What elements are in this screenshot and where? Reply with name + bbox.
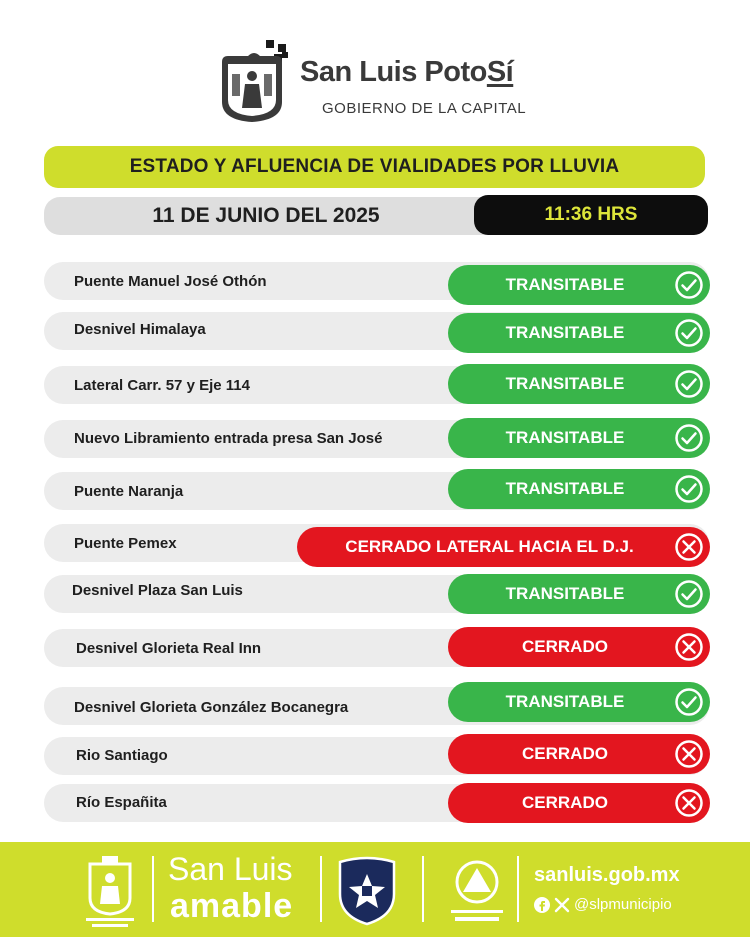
road-status-text: TRANSITABLE [505, 428, 625, 447]
civil-protection-icon [441, 856, 513, 928]
road-status-text: TRANSITABLE [505, 692, 625, 711]
check-circle-icon [674, 687, 704, 717]
social-handle-text: @slpmunicipio [574, 896, 672, 913]
road-name: Río Españita [76, 794, 167, 811]
facebook-icon [534, 897, 550, 913]
road-status-badge [448, 364, 710, 404]
road-name: Puente Naranja [74, 483, 184, 500]
footer-divider [152, 856, 154, 922]
road-status-text: CERRADO LATERAL HACIA EL D.J. [345, 537, 634, 556]
road-status-badge [448, 682, 710, 722]
footer-divider [517, 856, 519, 922]
road-status-text: TRANSITABLE [505, 374, 625, 393]
page-title: ESTADO Y AFLUENCIA DE VIALIDADES POR LLUVIA [129, 156, 620, 177]
road-status-badge [448, 734, 710, 774]
x-icon [554, 897, 570, 913]
road-name: Nuevo Libramiento entrada presa San José [74, 430, 383, 447]
footer [0, 842, 750, 937]
check-circle-icon [674, 318, 704, 348]
x-circle-icon [674, 532, 704, 562]
road-status-text: TRANSITABLE [505, 323, 625, 342]
brand-name: San Luis PotoSí [300, 56, 514, 88]
brand-subtitle: GOBIERNO DE LA CAPITAL [322, 100, 527, 117]
road-name: Desnivel Glorieta Real Inn [76, 640, 262, 657]
road-status-text: CERRADO [522, 637, 608, 656]
footer-divider [320, 856, 322, 922]
road-name: Desnivel Plaza San Luis [72, 582, 243, 599]
check-circle-icon [674, 423, 704, 453]
road-status-badge [448, 265, 710, 305]
date-banner [44, 197, 488, 235]
report-date: 11 DE JUNIO DEL 2025 [152, 204, 380, 227]
title-banner [44, 146, 705, 188]
time-banner [474, 195, 708, 235]
road-status-badge [448, 574, 710, 614]
road-status-text: TRANSITABLE [505, 275, 625, 294]
road-name: Rio Santiago [76, 747, 168, 764]
ayuntamiento-crest-icon [82, 854, 138, 930]
x-circle-icon [674, 788, 704, 818]
road-status-text: CERRADO [522, 744, 608, 763]
footer-divider [422, 856, 424, 922]
social-handle[interactable] [534, 896, 672, 913]
road-name: Desnivel Glorieta González Bocanegra [74, 699, 349, 716]
footer-brand-line1: San Luis [168, 851, 293, 887]
road-name: Puente Pemex [74, 535, 177, 552]
check-circle-icon [674, 579, 704, 609]
header [0, 0, 750, 140]
road-status-badge [448, 313, 710, 353]
road-status-text: TRANSITABLE [505, 584, 625, 603]
x-circle-icon [674, 739, 704, 769]
check-circle-icon [674, 270, 704, 300]
road-name: Desnivel Himalaya [74, 321, 206, 338]
road-status-text: CERRADO [522, 793, 608, 812]
road-name: Puente Manuel José Othón [74, 273, 267, 290]
website-link[interactable]: sanluis.gob.mx [534, 864, 680, 886]
road-status-badge [448, 418, 710, 458]
footer-brand-line2: amable [170, 887, 294, 925]
report-time: 11:36 HRS [544, 204, 638, 225]
road-status-badge [448, 627, 710, 667]
road-status-badge [448, 783, 710, 823]
road-name: Lateral Carr. 57 y Eje 114 [74, 377, 250, 394]
x-circle-icon [674, 632, 704, 662]
check-circle-icon [674, 474, 704, 504]
check-circle-icon [674, 369, 704, 399]
police-badge-icon [336, 856, 398, 926]
road-status-badge [448, 469, 710, 509]
road-status-badge [297, 527, 710, 567]
road-status-text: TRANSITABLE [505, 479, 625, 498]
city-crest-icon [218, 40, 290, 124]
